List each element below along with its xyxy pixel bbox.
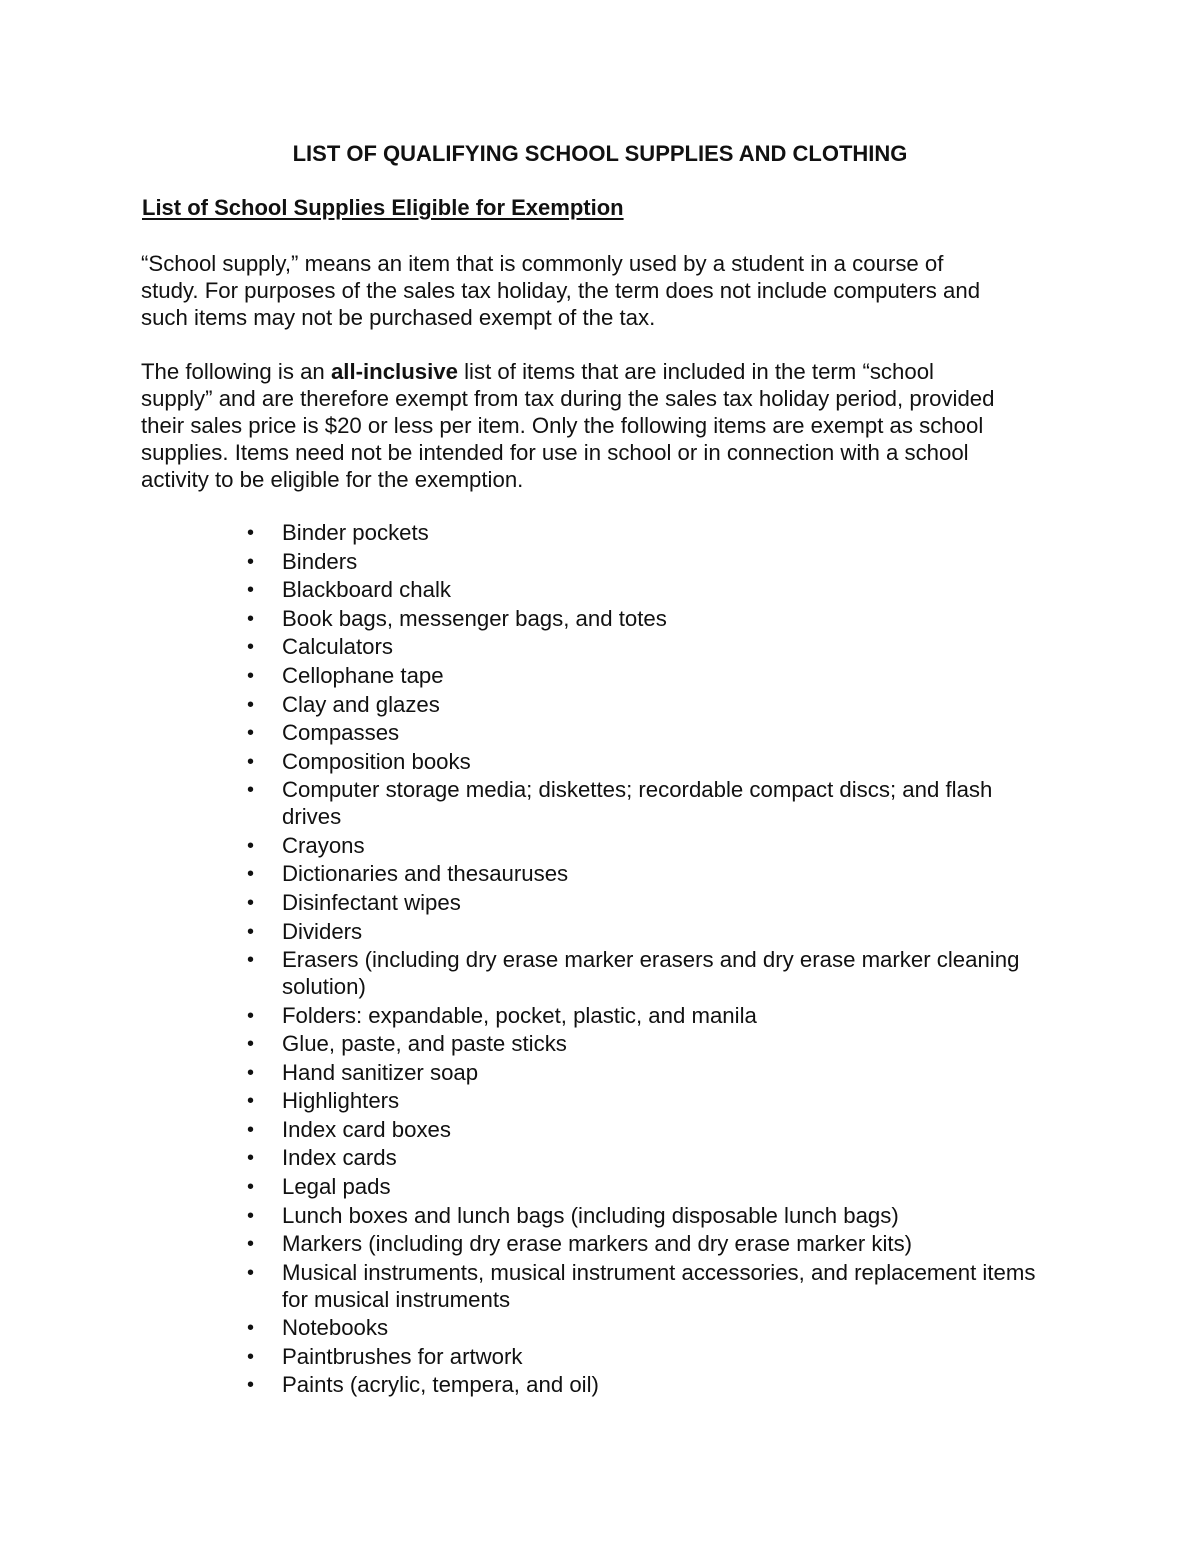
- bullet-icon: •: [247, 550, 255, 573]
- list-item: [0, 890, 1042, 917]
- list-item-text: Folders: expandable, pocket, plastic, and manila: [282, 1002, 757, 1028]
- bullet-icon: •: [247, 750, 255, 773]
- bullet-icon: •: [247, 1317, 255, 1340]
- bullet-icon: •: [247, 1176, 255, 1199]
- list-item: [0, 1174, 1042, 1201]
- document-title: LIST OF QUALIFYING SCHOOL SUPPLIES AND CLOTHING: [292, 141, 908, 166]
- list-item: [0, 1231, 1042, 1258]
- list-item: [0, 833, 1042, 860]
- bullet-icon: •: [247, 779, 255, 802]
- bullet-icon: •: [247, 863, 255, 886]
- list-item: [0, 1260, 1042, 1314]
- bullet-icon: •: [247, 1233, 255, 1256]
- paragraph-line: “School supply,” means an item that is commonly used by a student in a course of: [141, 251, 944, 276]
- list-item: [0, 749, 1042, 776]
- list-item-text: Calculators: [282, 634, 393, 660]
- bullet-icon: •: [247, 636, 255, 659]
- bullet-icon: •: [247, 693, 255, 716]
- paragraph-line: such items may not be purchased exempt of the tax.: [141, 305, 656, 330]
- list-item: [0, 919, 1042, 946]
- bullet-icon: •: [247, 1033, 255, 1056]
- paragraph-line: activity to be eligible for the exemption.: [141, 467, 524, 492]
- list-item-text: Paintbrushes for artwork: [282, 1343, 523, 1369]
- bullet-icon: •: [247, 1261, 255, 1284]
- paragraph-text: list of items that are included in the term “school: [457, 359, 934, 384]
- list-item: [0, 777, 1042, 831]
- paragraph-line: [141, 358, 1071, 385]
- list-item: [0, 634, 1042, 661]
- list-item: [0, 606, 1042, 633]
- list-item: [0, 663, 1042, 690]
- list-item-text: Highlighters: [282, 1088, 400, 1114]
- bullet-icon: •: [247, 1004, 255, 1027]
- list-item: [0, 577, 1042, 604]
- list-item-text: Crayons: [282, 832, 365, 858]
- list-item-text: Dividers: [282, 918, 363, 944]
- list-item-text: Markers (including dry erase markers and dry erase marker kits): [282, 1231, 913, 1257]
- list-item-text: Dictionaries and thesauruses: [282, 861, 569, 887]
- bullet-icon: •: [247, 949, 255, 972]
- list-item-text: Index card boxes: [282, 1116, 451, 1142]
- bullet-icon: •: [247, 664, 255, 687]
- list-item: [0, 720, 1042, 747]
- bullet-icon: •: [247, 1118, 255, 1141]
- list-item-text: Erasers (including dry erase marker erasers and dry erase marker cleaning solution): [282, 947, 1020, 999]
- list-item: [0, 1088, 1042, 1115]
- list-item: [0, 947, 1042, 1001]
- bullet-icon: •: [247, 722, 255, 745]
- list-item-text: Compasses: [282, 720, 400, 746]
- bullet-icon: •: [247, 1204, 255, 1227]
- list-item-text: Glue, paste, and paste sticks: [282, 1031, 567, 1057]
- bullet-icon: •: [247, 607, 255, 630]
- bullet-icon: •: [247, 834, 255, 857]
- list-item-text: Disinfectant wipes: [282, 889, 461, 915]
- list-item-text: Clay and glazes: [282, 691, 440, 717]
- list-item-text: Musical instruments, musical instrument accessories, and replacement items for musical instruments: [282, 1259, 1036, 1312]
- definition-paragraph: [141, 250, 1071, 331]
- list-item: [0, 1203, 1042, 1230]
- list-item: [0, 692, 1042, 719]
- all-inclusive-paragraph: [141, 358, 1071, 493]
- list-item: [0, 549, 1042, 576]
- emphasis-text: all-inclusive: [330, 359, 458, 384]
- bullet-icon: •: [247, 1345, 255, 1368]
- paragraph-line: their sales price is $20 or less per item. Only the following items are exempt as school: [141, 413, 984, 438]
- list-item: [0, 520, 1042, 547]
- list-item-text: Paints (acrylic, tempera, and oil): [282, 1372, 599, 1398]
- list-item-text: Composition books: [282, 748, 471, 774]
- list-item-text: Index cards: [282, 1145, 397, 1171]
- list-item: [0, 1031, 1042, 1058]
- paragraph-line: supply” and are therefore exempt from tax during the sales tax holiday period, provided: [141, 386, 995, 411]
- list-item-text: Notebooks: [282, 1315, 389, 1341]
- school-supplies-list: [0, 520, 1042, 1401]
- list-item-text: Legal pads: [282, 1174, 391, 1200]
- list-item-text: Lunch boxes and lunch bags (including disposable lunch bags): [282, 1202, 899, 1228]
- bullet-icon: •: [247, 1374, 255, 1397]
- bullet-icon: •: [247, 920, 255, 943]
- list-item: [0, 1344, 1042, 1371]
- list-item: [0, 1117, 1042, 1144]
- list-item-text: Binders: [282, 548, 358, 574]
- list-item-text: Cellophane tape: [282, 662, 444, 688]
- list-item: [0, 861, 1042, 888]
- list-item: [0, 1003, 1042, 1030]
- list-item-text: Computer storage media; diskettes; recordable compact discs; and flash drives: [282, 777, 993, 830]
- paragraph-line: study. For purposes of the sales tax holiday, the term does not include computers and: [141, 278, 981, 303]
- list-item: [0, 1315, 1042, 1342]
- bullet-icon: •: [247, 522, 255, 544]
- bullet-icon: •: [247, 891, 255, 914]
- bullet-icon: •: [247, 1061, 255, 1084]
- bullet-icon: •: [247, 579, 255, 602]
- section-heading: List of School Supplies Eligible for Exemption: [142, 195, 624, 220]
- paragraph-text: The following is an: [141, 359, 331, 384]
- paragraph-line: supplies. Items need not be intended for use in school or in connection with a school: [141, 440, 969, 465]
- list-item: [0, 1372, 1042, 1399]
- bullet-icon: •: [247, 1147, 255, 1170]
- list-item: [0, 1060, 1042, 1087]
- list-item: [0, 1145, 1042, 1172]
- bullet-icon: •: [247, 1090, 255, 1113]
- list-item-text: Hand sanitizer soap: [282, 1059, 479, 1085]
- list-item-text: Book bags, messenger bags, and totes: [282, 605, 667, 631]
- list-item-text: Binder pockets: [282, 520, 429, 545]
- list-item-text: Blackboard chalk: [282, 577, 451, 603]
